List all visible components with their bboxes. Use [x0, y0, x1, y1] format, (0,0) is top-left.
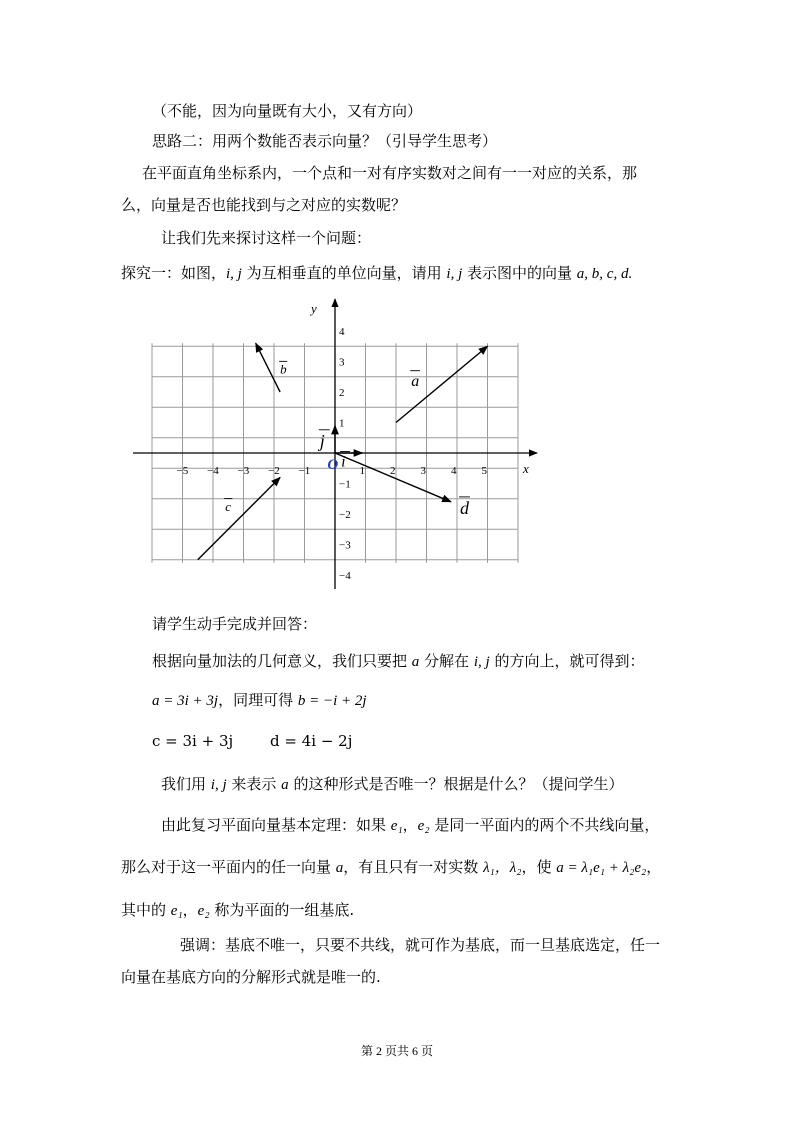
decompose-mid: 分解在 [419, 652, 474, 670]
vector-e2-2: e₂ [197, 903, 210, 919]
vector-c-arrow [198, 477, 280, 559]
theorem2-mid: ，有且只有一对实数 [343, 858, 484, 876]
equation-d: d = 4i − 2j [270, 732, 353, 750]
equation-row-1 [152, 690, 367, 711]
vector-e2: e₂ [417, 818, 430, 834]
x-tick-label: 4 [451, 465, 457, 477]
basis-suffix: 称为平面的一组基底. [209, 901, 355, 919]
uniqueness-question-line [161, 774, 623, 795]
explore-one-prefix: 探究一：如图， [121, 264, 227, 282]
theorem-comma: ， [402, 816, 418, 834]
y-tick-label: 3 [339, 356, 345, 369]
x-tick-label: 5 [481, 465, 487, 477]
x-tick-label: −2 [268, 465, 280, 477]
y-tick-label: 1 [339, 417, 345, 430]
decompose-prefix: 根据向量加法的几何意义，我们只要把 [152, 652, 412, 670]
vector-c-label: c [225, 498, 231, 514]
explore-one-line [121, 263, 632, 284]
theorem2-prefix: 那么对于这一平面内的任一向量 [121, 858, 336, 876]
y-tick-label: −1 [339, 478, 351, 491]
vector-a-inline: a [411, 654, 420, 670]
answer-line: （不能，因为向量既有大小，又有方向） [152, 102, 423, 120]
emphasis-line-2: 向量在基底方向的分解形式就是唯一的. [121, 968, 381, 986]
vector-a-arrow [396, 346, 488, 422]
idea-two-line: 思路二：用两个数能否表示向量？（引导学生思考） [152, 132, 498, 150]
ij-vectors: i, j [226, 266, 242, 282]
vector-b-label: b [280, 361, 287, 377]
theorem-line-1 [161, 815, 659, 836]
equation-c: c = 3i + 3j [152, 732, 234, 750]
equation-similarly: ，同理可得 [218, 691, 298, 709]
x-tick-label: −4 [207, 465, 219, 477]
uniqueness-mid: 来表示 [226, 775, 282, 793]
paragraph-coordinate-line-1: 在平面直角坐标系内，一个点和一对有序实数对之间有一一对应的关系，那 [142, 164, 638, 182]
ij-inline-2: i, j [210, 777, 227, 793]
y-tick-label: 2 [339, 387, 345, 399]
uniqueness-prefix: 我们用 [161, 775, 211, 793]
vector-j-label: j [319, 430, 325, 451]
basis-prefix: 其中的 [121, 901, 171, 919]
lambda-pair: λ₁，λ₂ [483, 860, 522, 876]
explore-one-mid2: 表示图中的向量 [462, 264, 577, 282]
x-tick-label: 3 [420, 465, 426, 477]
vector-e1: e₁ [390, 818, 403, 834]
basis-line [121, 900, 354, 921]
theorem-line-2 [121, 857, 661, 878]
theorem-suffix: 是同一平面内的两个不共线向量， [429, 816, 660, 834]
basis-comma: ， [182, 901, 198, 919]
vector-e1-2: e₁ [170, 903, 183, 919]
vector-b-arrow [256, 343, 280, 392]
abcd-vectors: a, b, c, d. [576, 266, 633, 282]
theorem-prefix: 由此复习平面向量基本定理：如果 [161, 816, 391, 834]
vector-i-label: i [341, 453, 346, 471]
page-footer: 第 2 页共 6 页 [360, 1044, 433, 1058]
vector-figure [125, 293, 545, 593]
decompose-suffix: 的方向上，就可得到： [489, 652, 645, 670]
x-tick-label: −3 [237, 465, 250, 477]
y-tick-label: 4 [339, 326, 345, 338]
explore-intro-line: 让我们先来探讨这样一个问题： [161, 229, 372, 247]
x-tick-label: −5 [176, 465, 189, 477]
student-task-line: 请学生动手完成并回答： [152, 615, 318, 633]
x-tick-label: −1 [298, 465, 311, 477]
x-tick-label: 2 [390, 465, 396, 477]
decomposition-equation: a = λ₁e₁ + λ₂e₂ [556, 860, 647, 876]
y-tick-label: −4 [339, 570, 351, 582]
x-tick-label: 1 [359, 465, 365, 477]
vector-a-inline-3: a [335, 860, 344, 876]
ij-vectors-2: i, j [446, 266, 463, 282]
y-axis-label: y [311, 301, 317, 316]
paragraph-coordinate-line-2: 么，向量是否也能找到与之对应的实数呢？ [121, 196, 407, 214]
explore-one-mid: 为互相垂直的单位向量，请用 [241, 264, 447, 282]
vector-a-label: a [411, 372, 420, 390]
theorem2-mid2: ，使 [521, 858, 557, 876]
emphasis-line-1: 强调：基底不唯一，只要不共线，就可作为基底，而一旦基底选定，任一 [180, 936, 661, 954]
ij-inline: i, j [473, 654, 490, 670]
y-tick-label: −3 [339, 539, 351, 552]
y-tick-label: −2 [339, 509, 351, 521]
uniqueness-suffix: 的这种形式是否唯一？根据是什么？（提问学生） [288, 775, 624, 793]
vector-grid-svg [125, 293, 545, 593]
equation-b: b = −i + 2j [297, 693, 367, 709]
vector-a-inline-2: a [281, 777, 289, 793]
origin-label: O [327, 457, 339, 473]
equation-a: a = 3i + 3j [152, 693, 219, 709]
vector-d-arrow [335, 453, 451, 502]
theorem2-end: ， [646, 858, 662, 876]
vector-d-label: d [460, 498, 470, 518]
decompose-line [152, 651, 644, 672]
x-axis-label: x [523, 461, 529, 476]
